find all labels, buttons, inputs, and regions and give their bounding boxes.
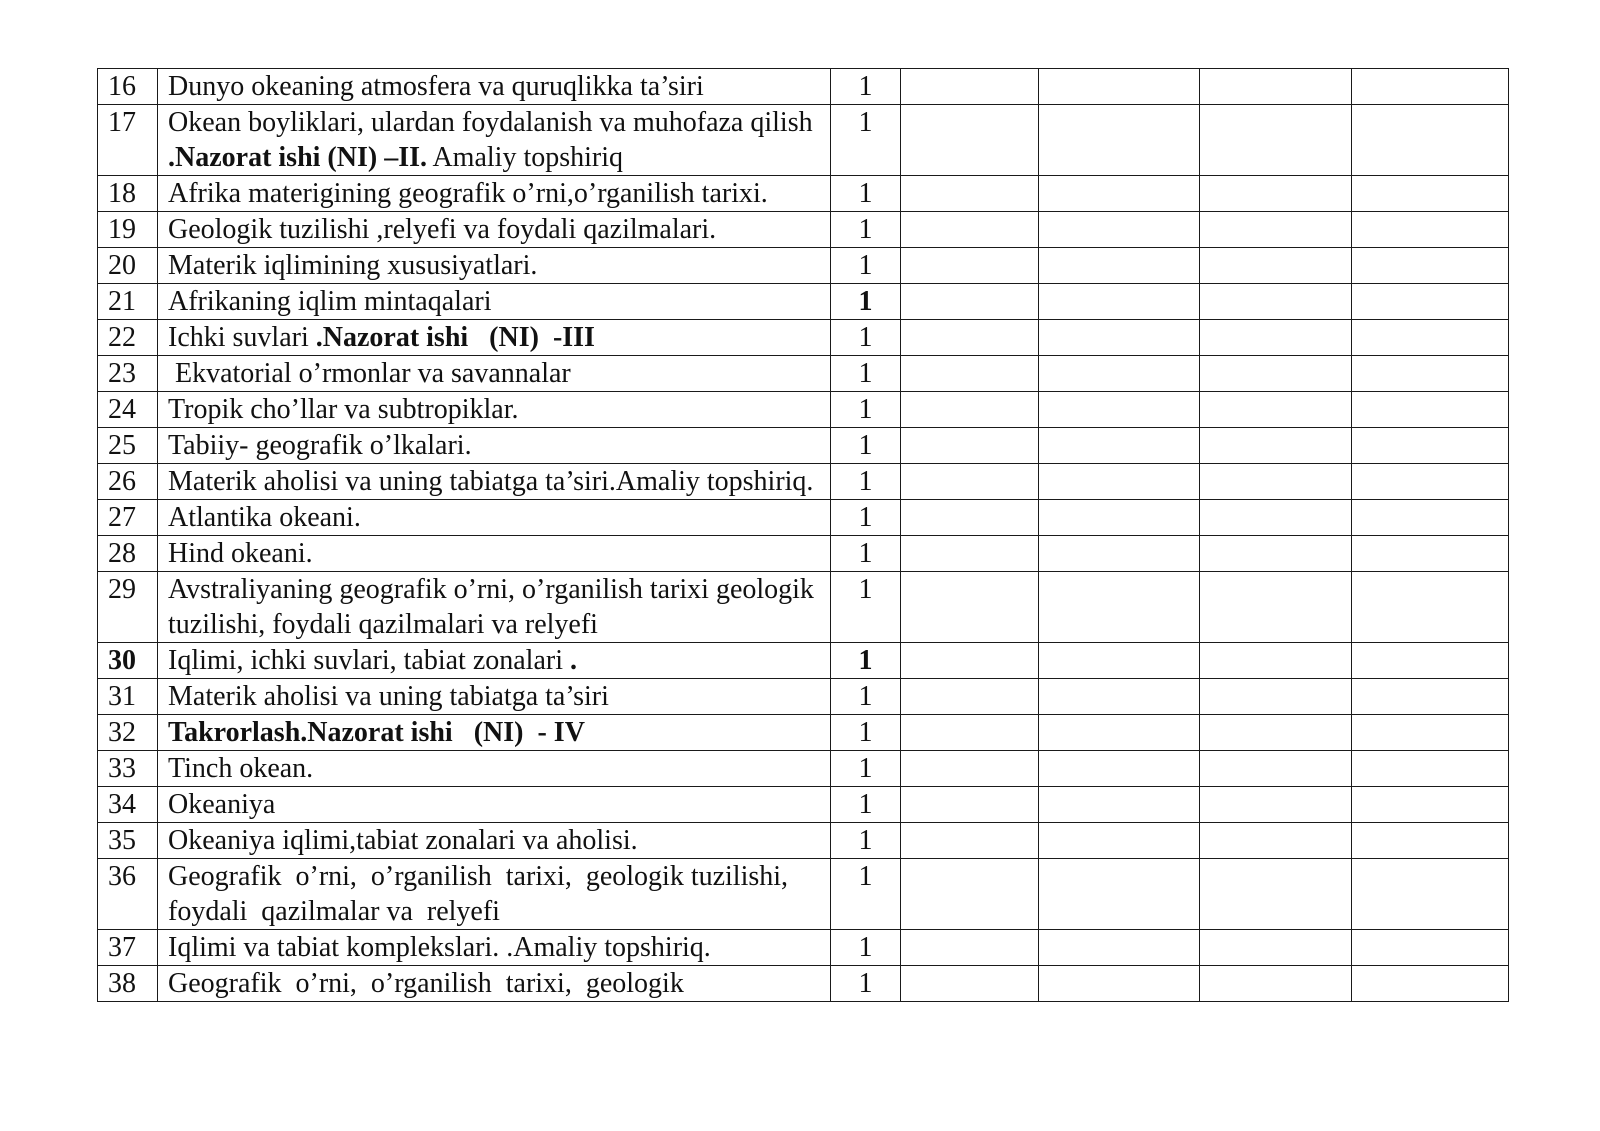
table-row (98, 212, 1509, 248)
empty-cell (1352, 930, 1509, 966)
empty-cell (1352, 500, 1509, 536)
empty-cell (901, 356, 1039, 392)
lesson-hours: 1 (831, 356, 901, 392)
table-row (98, 105, 1509, 176)
empty-cell (1200, 787, 1352, 823)
empty-cell (1039, 572, 1200, 643)
empty-cell (1352, 212, 1509, 248)
topic-text-bold: . (570, 645, 577, 676)
topic-text: Geografik o’rni, o’rganilish tarixi, geologik tuzilishi, foydali qazilmalar va relyefi (168, 861, 803, 927)
empty-cell (901, 428, 1039, 464)
empty-cell (1352, 69, 1509, 105)
lesson-number: 19 (98, 212, 158, 248)
empty-cell (1200, 356, 1352, 392)
lesson-topic (158, 500, 831, 536)
empty-cell (901, 320, 1039, 356)
empty-cell (1200, 500, 1352, 536)
topic-text: Iqlimi va tabiat komplekslari. .Amaliy topshiriq. (168, 932, 711, 963)
empty-cell (1039, 392, 1200, 428)
empty-cell (1200, 572, 1352, 643)
empty-cell (1352, 248, 1509, 284)
lesson-number: 38 (98, 966, 158, 1002)
empty-cell (1039, 212, 1200, 248)
empty-cell (1039, 823, 1200, 859)
lesson-hours: 1 (831, 751, 901, 787)
table-row (98, 572, 1509, 643)
empty-cell (1039, 428, 1200, 464)
lesson-number: 29 (98, 572, 158, 643)
topic-text: Iqlimi, ichki suvlari, tabiat zonalari (168, 645, 570, 676)
topic-text-bold: .Nazorat ishi (NI) -III (315, 322, 595, 353)
lesson-number: 26 (98, 464, 158, 500)
lesson-hours: 1 (831, 500, 901, 536)
empty-cell (1200, 751, 1352, 787)
lesson-topic (158, 176, 831, 212)
lesson-hours: 1 (831, 320, 901, 356)
empty-cell (1200, 823, 1352, 859)
lesson-hours: 1 (831, 823, 901, 859)
table-row (98, 643, 1509, 679)
empty-cell (1352, 464, 1509, 500)
empty-cell (1352, 859, 1509, 930)
empty-cell (1039, 859, 1200, 930)
empty-cell (901, 643, 1039, 679)
lesson-topic (158, 787, 831, 823)
empty-cell (901, 176, 1039, 212)
lesson-topic (158, 69, 831, 105)
lesson-topic (158, 643, 831, 679)
empty-cell (1200, 715, 1352, 751)
empty-cell (1352, 823, 1509, 859)
topic-text: Amaliy topshiriq (427, 142, 623, 173)
empty-cell (1200, 320, 1352, 356)
empty-cell (1039, 751, 1200, 787)
lesson-number: 21 (98, 284, 158, 320)
lesson-number: 20 (98, 248, 158, 284)
lesson-plan-table (97, 68, 1509, 1002)
empty-cell (901, 392, 1039, 428)
empty-cell (901, 536, 1039, 572)
topic-text: Okeaniya (168, 789, 276, 820)
lesson-number: 27 (98, 500, 158, 536)
lesson-hours: 1 (831, 69, 901, 105)
empty-cell (901, 464, 1039, 500)
lesson-hours: 1 (831, 176, 901, 212)
lesson-hours: 1 (831, 966, 901, 1002)
empty-cell (1200, 966, 1352, 1002)
lesson-hours: 1 (831, 930, 901, 966)
lesson-number: 17 (98, 105, 158, 176)
empty-cell (1352, 643, 1509, 679)
lesson-number: 37 (98, 930, 158, 966)
topic-text: Atlantika okeani. (168, 502, 361, 533)
lesson-topic (158, 356, 831, 392)
topic-text-bold: .Nazorat ishi (NI) –II. (168, 142, 427, 173)
empty-cell (1039, 284, 1200, 320)
table-row (98, 930, 1509, 966)
topic-text: Ichki suvlari (168, 322, 316, 353)
lesson-topic (158, 572, 831, 643)
lesson-topic (158, 823, 831, 859)
lesson-hours: 1 (831, 787, 901, 823)
topic-text: Avstraliyaning geografik o’rni, o’rganilish tarixi geologik tuzilishi, foydali qazilmalari va relyefi (168, 574, 821, 640)
lesson-number: 28 (98, 536, 158, 572)
empty-cell (901, 966, 1039, 1002)
lesson-topic (158, 966, 831, 1002)
table-row (98, 500, 1509, 536)
table-row (98, 176, 1509, 212)
lesson-number: 32 (98, 715, 158, 751)
empty-cell (901, 823, 1039, 859)
empty-cell (1200, 392, 1352, 428)
topic-text: Geologik tuzilishi ,relyefi va foydali qazilmalari. (168, 214, 717, 245)
lesson-hours: 1 (831, 105, 901, 176)
lesson-topic (158, 392, 831, 428)
empty-cell (1200, 930, 1352, 966)
empty-cell (1200, 176, 1352, 212)
empty-cell (901, 500, 1039, 536)
lesson-topic (158, 751, 831, 787)
lesson-number: 22 (98, 320, 158, 356)
empty-cell (1039, 643, 1200, 679)
empty-cell (1352, 284, 1509, 320)
empty-cell (901, 572, 1039, 643)
topic-text: Ekvatorial o’rmonlar va savannalar (168, 358, 571, 389)
empty-cell (1039, 715, 1200, 751)
empty-cell (1039, 679, 1200, 715)
empty-cell (1039, 105, 1200, 176)
lesson-hours: 1 (831, 679, 901, 715)
empty-cell (1352, 536, 1509, 572)
empty-cell (1039, 356, 1200, 392)
lesson-topic (158, 428, 831, 464)
table-row (98, 787, 1509, 823)
empty-cell (901, 715, 1039, 751)
lesson-number: 31 (98, 679, 158, 715)
empty-cell (1352, 715, 1509, 751)
empty-cell (1200, 464, 1352, 500)
table-row (98, 679, 1509, 715)
lesson-number: 25 (98, 428, 158, 464)
topic-text: Tropik cho’llar va subtropiklar. (168, 394, 519, 425)
lesson-topic (158, 679, 831, 715)
lesson-number: 34 (98, 787, 158, 823)
empty-cell (1200, 536, 1352, 572)
lesson-number: 16 (98, 69, 158, 105)
empty-cell (1200, 212, 1352, 248)
lesson-topic (158, 930, 831, 966)
lesson-hours: 1 (831, 715, 901, 751)
lesson-number: 33 (98, 751, 158, 787)
topic-text: Afrikaning iqlim mintaqalari (168, 286, 492, 317)
empty-cell (901, 859, 1039, 930)
table-row (98, 966, 1509, 1002)
empty-cell (1039, 464, 1200, 500)
topic-text: Materik aholisi va uning tabiatga ta’siri (168, 681, 609, 712)
topic-text-bold: Takrorlash.Nazorat ishi (NI) - IV (168, 717, 585, 748)
table-row (98, 284, 1509, 320)
lesson-topic (158, 248, 831, 284)
topic-text: Materik aholisi va uning tabiatga ta’siri.Amaliy topshiriq. (168, 466, 814, 497)
table-row (98, 464, 1509, 500)
lesson-number: 24 (98, 392, 158, 428)
lesson-number: 36 (98, 859, 158, 930)
empty-cell (1039, 966, 1200, 1002)
lesson-hours: 1 (831, 212, 901, 248)
empty-cell (1352, 751, 1509, 787)
lesson-topic (158, 105, 831, 176)
topic-text: Afrika materigining geografik o’rni,o’rganilish tarixi. (168, 178, 768, 209)
empty-cell (1039, 248, 1200, 284)
topic-text: Dunyo okeaning atmosfera va quruqlikka ta’siri (168, 71, 704, 102)
topic-text: Tabiiy- geografik o’lkalari. (168, 430, 472, 461)
table-row (98, 428, 1509, 464)
empty-cell (1039, 69, 1200, 105)
lesson-hours: 1 (831, 284, 901, 320)
lesson-number: 35 (98, 823, 158, 859)
lesson-number: 18 (98, 176, 158, 212)
empty-cell (1039, 536, 1200, 572)
lesson-number: 23 (98, 356, 158, 392)
empty-cell (1352, 320, 1509, 356)
empty-cell (1200, 284, 1352, 320)
lesson-hours: 1 (831, 572, 901, 643)
empty-cell (901, 787, 1039, 823)
table-row (98, 751, 1509, 787)
empty-cell (1352, 966, 1509, 1002)
lesson-hours: 1 (831, 248, 901, 284)
empty-cell (1352, 679, 1509, 715)
empty-cell (1200, 859, 1352, 930)
table-row (98, 69, 1509, 105)
lesson-topic (158, 212, 831, 248)
empty-cell (1039, 930, 1200, 966)
empty-cell (1200, 428, 1352, 464)
empty-cell (1039, 500, 1200, 536)
table-row (98, 715, 1509, 751)
empty-cell (1352, 428, 1509, 464)
lesson-hours: 1 (831, 464, 901, 500)
empty-cell (1352, 176, 1509, 212)
empty-cell (901, 212, 1039, 248)
lesson-number: 30 (98, 643, 158, 679)
lesson-topic (158, 284, 831, 320)
lesson-hours: 1 (831, 392, 901, 428)
table-row (98, 248, 1509, 284)
topic-text: Hind okeani. (168, 538, 313, 569)
table-row (98, 859, 1509, 930)
empty-cell (901, 930, 1039, 966)
lesson-hours: 1 (831, 643, 901, 679)
empty-cell (901, 69, 1039, 105)
empty-cell (1352, 787, 1509, 823)
empty-cell (1200, 105, 1352, 176)
empty-cell (901, 751, 1039, 787)
empty-cell (901, 284, 1039, 320)
topic-text: Tinch okean. (168, 753, 314, 784)
empty-cell (1352, 105, 1509, 176)
lesson-topic (158, 715, 831, 751)
topic-text: Okeaniya iqlimi,tabiat zonalari va aholisi. (168, 825, 638, 856)
empty-cell (1200, 643, 1352, 679)
table-row (98, 320, 1509, 356)
lesson-topic (158, 859, 831, 930)
empty-cell (901, 248, 1039, 284)
empty-cell (1200, 679, 1352, 715)
empty-cell (1039, 787, 1200, 823)
lesson-hours: 1 (831, 859, 901, 930)
empty-cell (1352, 356, 1509, 392)
lesson-topic (158, 320, 831, 356)
lesson-hours: 1 (831, 536, 901, 572)
empty-cell (901, 679, 1039, 715)
topic-text: Okean boyliklari, ulardan foydalanish va muhofaza qilish (168, 107, 820, 138)
empty-cell (1039, 176, 1200, 212)
table-row (98, 356, 1509, 392)
empty-cell (1039, 320, 1200, 356)
topic-text: Geografik o’rni, o’rganilish tarixi, geologik (168, 968, 684, 999)
lesson-hours: 1 (831, 428, 901, 464)
lesson-plan-body (98, 69, 1509, 1002)
empty-cell (901, 105, 1039, 176)
table-row (98, 392, 1509, 428)
topic-text: Materik iqlimining xususiyatlari. (168, 250, 538, 281)
lesson-topic (158, 536, 831, 572)
lesson-topic (158, 464, 831, 500)
empty-cell (1352, 572, 1509, 643)
empty-cell (1352, 392, 1509, 428)
table-row (98, 823, 1509, 859)
table-row (98, 536, 1509, 572)
empty-cell (1200, 69, 1352, 105)
empty-cell (1200, 248, 1352, 284)
